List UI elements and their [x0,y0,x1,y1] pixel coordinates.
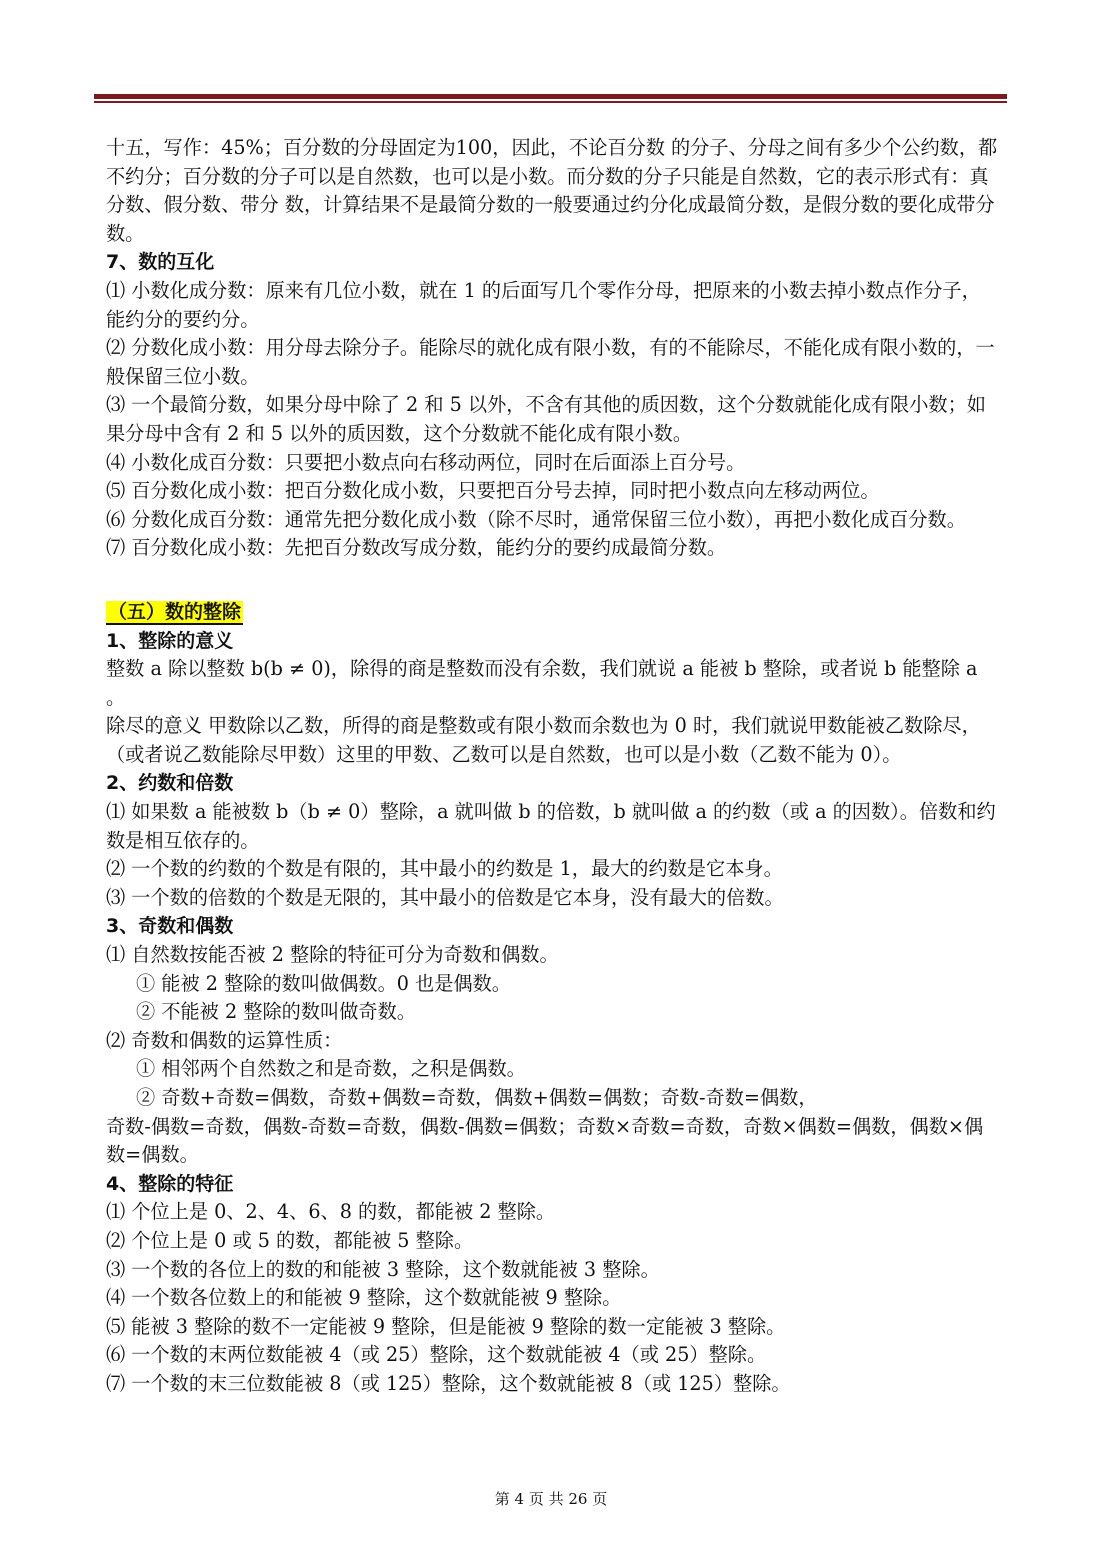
p4-item-4: ⑷ 一个数各位数上的和能被 9 整除，这个数就能被 9 整除。 [106,1286,622,1310]
p2-item-1: ⑴ 如果数 a 能被数 b（b ≠ 0）整除，a 就叫做 b 的倍数，b 就叫做 a 的约数（或 a 的因数）。倍数和约数是相互依存的。 [106,800,996,852]
p3-item-2: ⑵ 奇数和偶数的运算性质： [106,1028,343,1052]
heading-1: 1、整除的意义 [106,629,234,652]
page-footer: 第 4 页 共 26 页 [494,1490,608,1508]
p4-item-5: ⑸ 能被 3 整除的数不一定能被 9 整除，但是能被 9 整除的数一定能被 3 整除。 [106,1314,786,1338]
p2-item-3: ⑶ 一个数的倍数的个数是无限的，其中最小的倍数是它本身，没有最大的倍数。 [106,885,784,909]
heading-7: 7、数的互化 [106,251,215,274]
s7-item-6: ⑹ 分数化成百分数：通常先把分数化成小数（除不尽时，通常保留三位小数），再把小数化成百分数。 [106,507,966,531]
heading-3: 3、奇数和偶数 [106,915,234,938]
p3-item-1: ⑴ 自然数按能否被 2 整除的特征可分为奇数和偶数。 [106,943,559,967]
p4-item-6: ⑹ 一个数的末两位数能被 4（或 25）整除，这个数就能被 4（或 25）整除。 [106,1343,767,1367]
heading-4: 4、整除的特征 [106,1172,234,1195]
s7-item-2: ⑵ 分数化成小数：用分母去除分子。能除尽的就化成有限小数，有的不能除尽，不能化成有限小数的，一般保留三位小数。 [106,336,995,388]
p3-continuation: 奇数-偶数=奇数，偶数-奇数=奇数，偶数-偶数=偶数；奇数×奇数=奇数，奇数×偶数=偶数，偶数×偶数=偶数。 [106,1114,984,1167]
section-title [106,598,998,627]
s7-item-7: ⑺ 百分数化成小数：先把百分数改写成分数，能约分的要约成最简分数。 [106,536,727,560]
heading-2: 2、约数和倍数 [106,772,234,795]
intro-paragraph: 十五，写作：45%；百分数的分母固定为100，因此，不论百分数 的分子、分母之间有多少个公约数，都不约分；百分数的分子可以是自然数，也可以是小数。而分数的分子只能是自然数，它的表示形式有：真分数、假分数、带分 数，计算结果不是最简分数的一般要通过约分化成最简分数，是假分数的要化成带分数。 [106,136,998,245]
p3-sub-1a: ① 能被 2 整除的数叫做偶数。0 也是偶数。 [136,971,511,995]
s7-item-1: ⑴ 小数化成分数：原来有几位小数，就在 1 的后面写几个零作分母，把原来的小数去掉小数点作分子，能约分的要约分。 [106,278,981,331]
header-rule-thin [94,101,1007,103]
p4-item-7: ⑺ 一个数的末三位数能被 8（或 125）整除，这个数就能被 8（或 125）整除。 [106,1371,791,1395]
p4-item-1: ⑴ 个位上是 0、2、4、6、8 的数，都能被 2 整除。 [106,1200,556,1224]
p4-item-3: ⑶ 一个数的各位上的数的和能被 3 整除，这个数就能被 3 整除。 [106,1257,660,1281]
p1-para-2: 除尽的意义 甲数除以乙数，所得的商是整数或有限小数而余数也为 0 时，我们就说甲数能被乙数除尽，（或者说乙数能除尽甲数）这里的甲数、乙数可以是自然数，也可以是小数（乙数不能为 0）。 [106,714,981,766]
s7-item-5: ⑸ 百分数化成小数：把百分数化成小数，只要把百分号去掉，同时把小数点向左移动两位。 [106,479,880,503]
section-title-text: （五）数的整除 [108,600,242,623]
p1-para-1: 整数 a 除以整数 b(b ≠ 0)，除得的商是整数而没有余数，我们就说 a 能被 b 整除，或者说 b 能整除 a 。 [106,657,978,709]
p3-sub-1b: ② 不能被 2 整除的数叫做奇数。 [136,1000,416,1024]
s7-item-3: ⑶ 一个最简分数，如果分母中除了 2 和 5 以外，不含有其他的质因数，这个分数就能化成有限小数；如果分母中含有 2 和 5 以外的质因数，这个分数就不能化成有限小数。 [106,393,986,445]
page-content [106,134,998,1399]
p2-item-2: ⑵ 一个数的约数的个数是有限的，其中最小的约数是 1，最大的约数是它本身。 [106,857,783,881]
header-rule-thick [94,94,1007,99]
p3-sub-2a: ① 相邻两个自然数之和是奇数，之积是偶数。 [136,1057,526,1081]
p4-item-2: ⑵ 个位上是 0 或 5 的数，都能被 5 整除。 [106,1228,474,1252]
p3-sub-2b: ② 奇数+奇数=偶数，奇数+偶数=奇数，偶数+偶数=偶数；奇数-奇数=偶数， [136,1086,818,1109]
s7-item-4: ⑷ 小数化成百分数：只要把小数点向右移动两位，同时在后面添上百分号。 [106,450,746,474]
